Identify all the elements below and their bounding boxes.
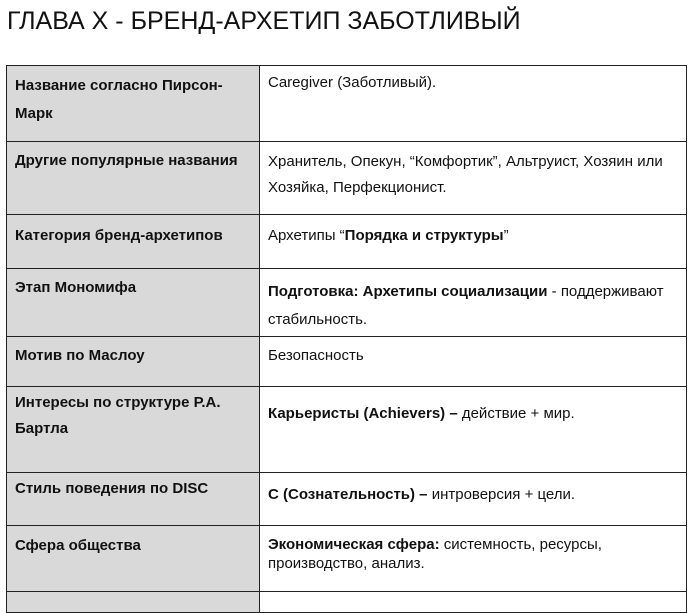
row-label: Этап Мономифа xyxy=(7,269,260,337)
row-label: Стиль поведения по DISC xyxy=(7,473,260,526)
table-row xyxy=(7,387,687,473)
row-value: Хранитель, Опекун, “Комфортик”, Альтруист, Хозяин или Хозяйка, Перфекционист. xyxy=(260,142,687,215)
row-value: Безопасность xyxy=(260,337,687,387)
table-row xyxy=(7,215,687,269)
row-value xyxy=(260,592,687,613)
row-label: Категория бренд-архетипов xyxy=(7,215,260,269)
row-label: Сфера общества xyxy=(7,526,260,592)
value-emphasis: Порядка и структуры xyxy=(344,227,504,244)
page-title: ГЛАВА Х - БРЕНД-АРХЕТИП ЗАБОТЛИВЫЙ xyxy=(7,7,521,35)
value-text: системность, ресурсы, производство, анализ. xyxy=(268,536,602,572)
row-label: Название согласно Пирсон-Марк xyxy=(7,66,260,142)
table-row xyxy=(7,337,687,387)
table-row xyxy=(7,269,687,337)
value-text: - поддерживают стабильность. xyxy=(268,283,664,328)
value-text: действие + мир. xyxy=(457,405,575,422)
table-row xyxy=(7,142,687,215)
table-row xyxy=(7,526,687,592)
row-value xyxy=(260,387,687,473)
value-text: ” xyxy=(503,227,509,244)
row-value xyxy=(260,473,687,526)
value-emphasis: C (Сознательность) – xyxy=(268,486,428,503)
row-label xyxy=(7,592,260,613)
row-label: Интересы по структуре Р.А. Бартла xyxy=(7,387,260,473)
table-row xyxy=(7,66,687,142)
value-emphasis: Подготовка: Архетипы социализации xyxy=(268,283,548,300)
row-label: Мотив по Маслоу xyxy=(7,337,260,387)
value-emphasis: Карьеристы (Achievers) – xyxy=(268,405,458,422)
row-value xyxy=(260,215,687,269)
archetype-table xyxy=(6,65,687,613)
row-value xyxy=(260,526,687,592)
value-text: Архетипы “ xyxy=(268,227,345,244)
table-row xyxy=(7,592,687,613)
value-text: интроверсия + цели. xyxy=(427,486,576,503)
row-value xyxy=(260,269,687,337)
value-emphasis: Экономическая сфера: xyxy=(268,536,440,553)
row-label: Другие популярные названия xyxy=(7,142,260,215)
table-row xyxy=(7,473,687,526)
row-value: Caregiver (Заботливый). xyxy=(260,66,687,142)
